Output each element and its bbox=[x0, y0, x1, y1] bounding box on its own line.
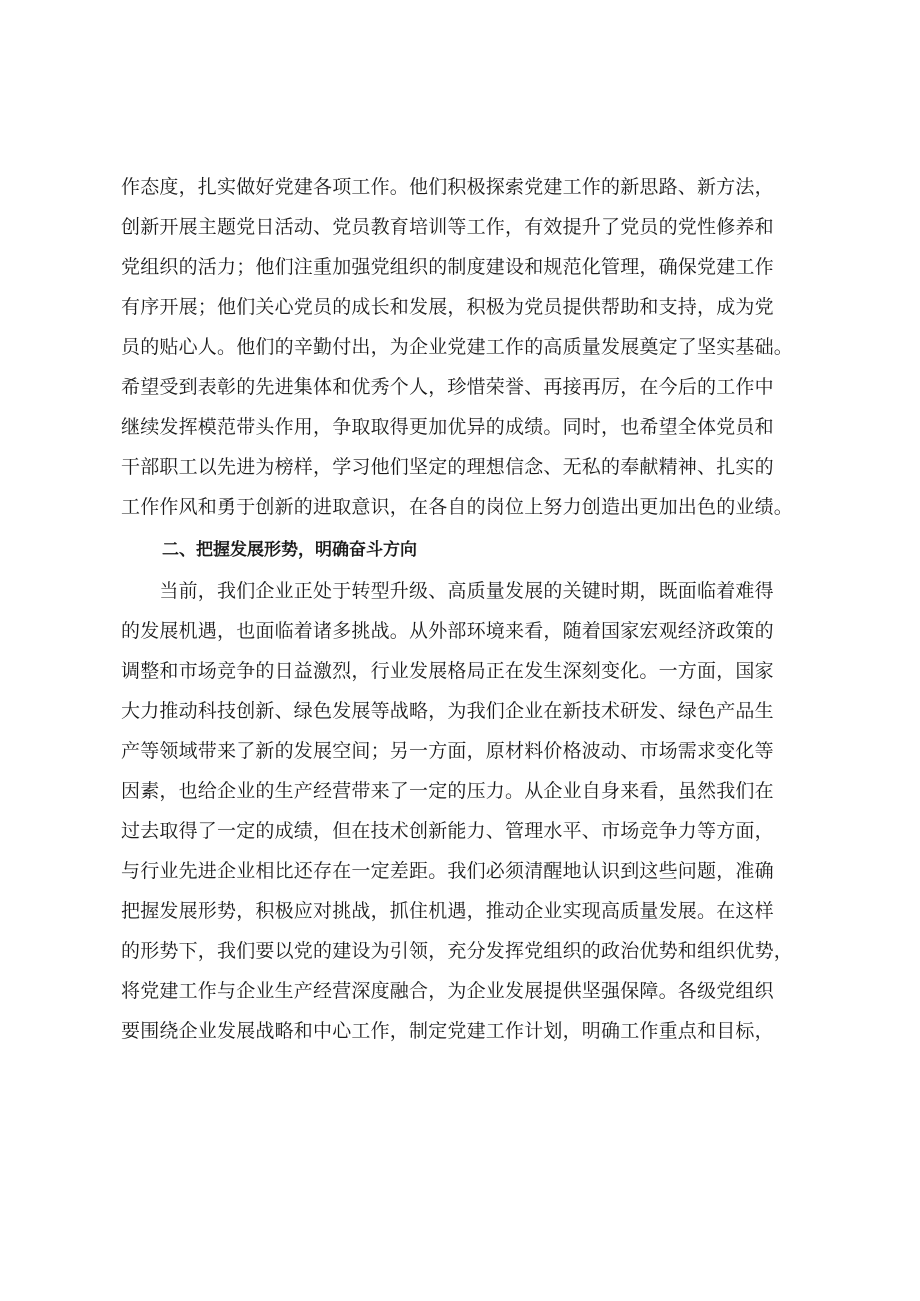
paragraph-line: 的形势下，我们要以党的建设为引领，充分发挥党组织的政治优势和组织优势， bbox=[121, 940, 794, 962]
paragraph-line: 党组织的活力；他们注重加强党组织的制度建设和规范化管理，确保党建工作 bbox=[121, 256, 774, 278]
paragraph-line: 干部职工以先进为榜样，学习他们坚定的理想信念、无私的奉献精神、扎实的 bbox=[121, 456, 774, 478]
paragraph-line: 要围绕企业发展战略和中心工作，制定党建工作计划，明确工作重点和目标， bbox=[121, 1020, 774, 1042]
paragraph-line: 的发展机遇，也面临着诸多挑战。从外部环境来看，随着国家宏观经济政策的 bbox=[121, 620, 774, 642]
paragraph-line: 大力推动科技创新、绿色发展等战略，为我们企业在新技术研发、绿色产品生 bbox=[121, 700, 774, 722]
paragraph-line: 因素，也给企业的生产经营带来了一定的压力。从企业自身来看，虽然我们在 bbox=[121, 780, 774, 802]
paragraph-line: 与行业先进企业相比还存在一定差距。我们必须清醒地认识到这些问题，准确 bbox=[121, 860, 774, 882]
section-heading: 二、把握发展形势，明确奋斗方向 bbox=[162, 540, 417, 560]
paragraph-line: 过去取得了一定的成绩，但在技术创新能力、管理水平、市场竞争力等方面， bbox=[121, 820, 774, 842]
paragraph-line: 调整和市场竞争的日益激烈，行业发展格局正在发生深刻变化。一方面，国家 bbox=[121, 660, 774, 682]
paragraph-line: 工作作风和勇于创新的进取意识，在各自的岗位上努力创造出更加出色的业绩。 bbox=[121, 496, 794, 518]
paragraph-line: 作态度，扎实做好党建各项工作。他们积极探索党建工作的新思路、新方法， bbox=[121, 176, 774, 198]
paragraph-line: 创新开展主题党日活动、党员教育培训等工作，有效提升了党员的党性修养和 bbox=[121, 216, 774, 238]
paragraph-line: 把握发展形势，积极应对挑战，抓住机遇，推动企业实现高质量发展。在这样 bbox=[121, 900, 774, 922]
paragraph-line: 将党建工作与企业生产经营深度融合，为企业发展提供坚强保障。各级党组织 bbox=[121, 980, 774, 1002]
paragraph-line: 员的贴心人。他们的辛勤付出，为企业党建工作的高质量发展奠定了坚实基础。 bbox=[121, 336, 794, 358]
paragraph-line: 希望受到表彰的先进集体和优秀个人，珍惜荣誉、再接再厉，在今后的工作中 bbox=[121, 376, 774, 398]
paragraph-line: 有序开展；他们关心党员的成长和发展，积极为党员提供帮助和支持，成为党 bbox=[121, 296, 774, 318]
paragraph-line: 当前，我们企业正处于转型升级、高质量发展的关键时期，既面临着难得 bbox=[121, 580, 774, 602]
paragraph-line: 继续发挥模范带头作用，争取取得更加优异的成绩。同时，也希望全体党员和 bbox=[121, 416, 774, 438]
paragraph-line: 产等领域带来了新的发展空间；另一方面，原材料价格波动、市场需求变化等 bbox=[121, 740, 774, 762]
